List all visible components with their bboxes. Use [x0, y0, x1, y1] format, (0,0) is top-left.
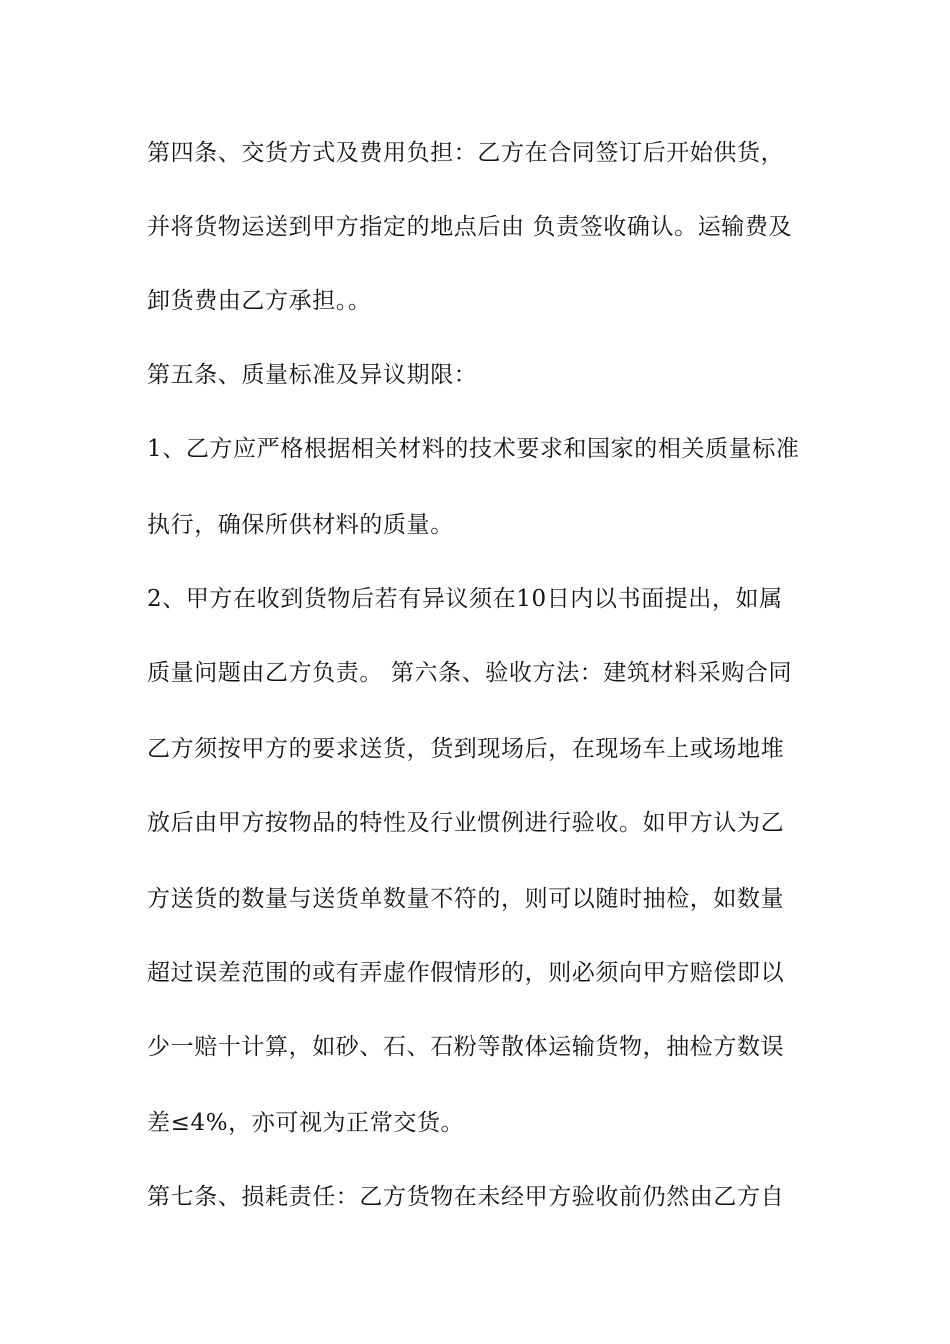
- paragraph-line: 执行，确保所供材料的质量。: [147, 512, 454, 538]
- paragraph-line: 超过误差范围的或有弄虚作假情形的，则必须向甲方赔偿即以: [147, 960, 785, 986]
- paragraph-line: 第七条、损耗责任：乙方货物在未经甲方验收前仍然由乙方自: [147, 1184, 785, 1210]
- paragraph-line: 乙方须按甲方的要求送货，货到现场后，在现场车上或场地堆: [147, 736, 785, 762]
- paragraph-line: 第四条、交货方式及费用负担：乙方在合同签订后开始供货，: [147, 140, 785, 166]
- paragraph-line: 并将货物运送到甲方指定的地点后由 负责签收确认。运输费及: [147, 214, 793, 240]
- paragraph-line: 1、乙方应严格根据相关材料的技术要求和国家的相关质量标准: [147, 436, 800, 462]
- paragraph-line: 质量问题由乙方负责。 第六条、验收方法：建筑材料采购合同: [147, 660, 793, 686]
- paragraph-line: 差≤4%，亦可视为正常交货。: [147, 1110, 465, 1136]
- section-heading: 第五条、质量标准及异议期限：: [147, 362, 478, 388]
- paragraph-line: 方送货的数量与送货单数量不符的，则可以随时抽检，如数量: [147, 886, 785, 912]
- paragraph-line: 卸货费由乙方承担。。: [147, 288, 372, 314]
- paragraph-line: 少一赔十计算，如砂、石、石粉等散体运输货物，抽检方数误: [147, 1034, 785, 1060]
- paragraph-line: 2、甲方在收到货物后若有异议须在10日内以书面提出，如属: [147, 586, 783, 612]
- paragraph-line: 放后由甲方按物品的特性及行业惯例进行验收。如甲方认为乙: [147, 810, 785, 836]
